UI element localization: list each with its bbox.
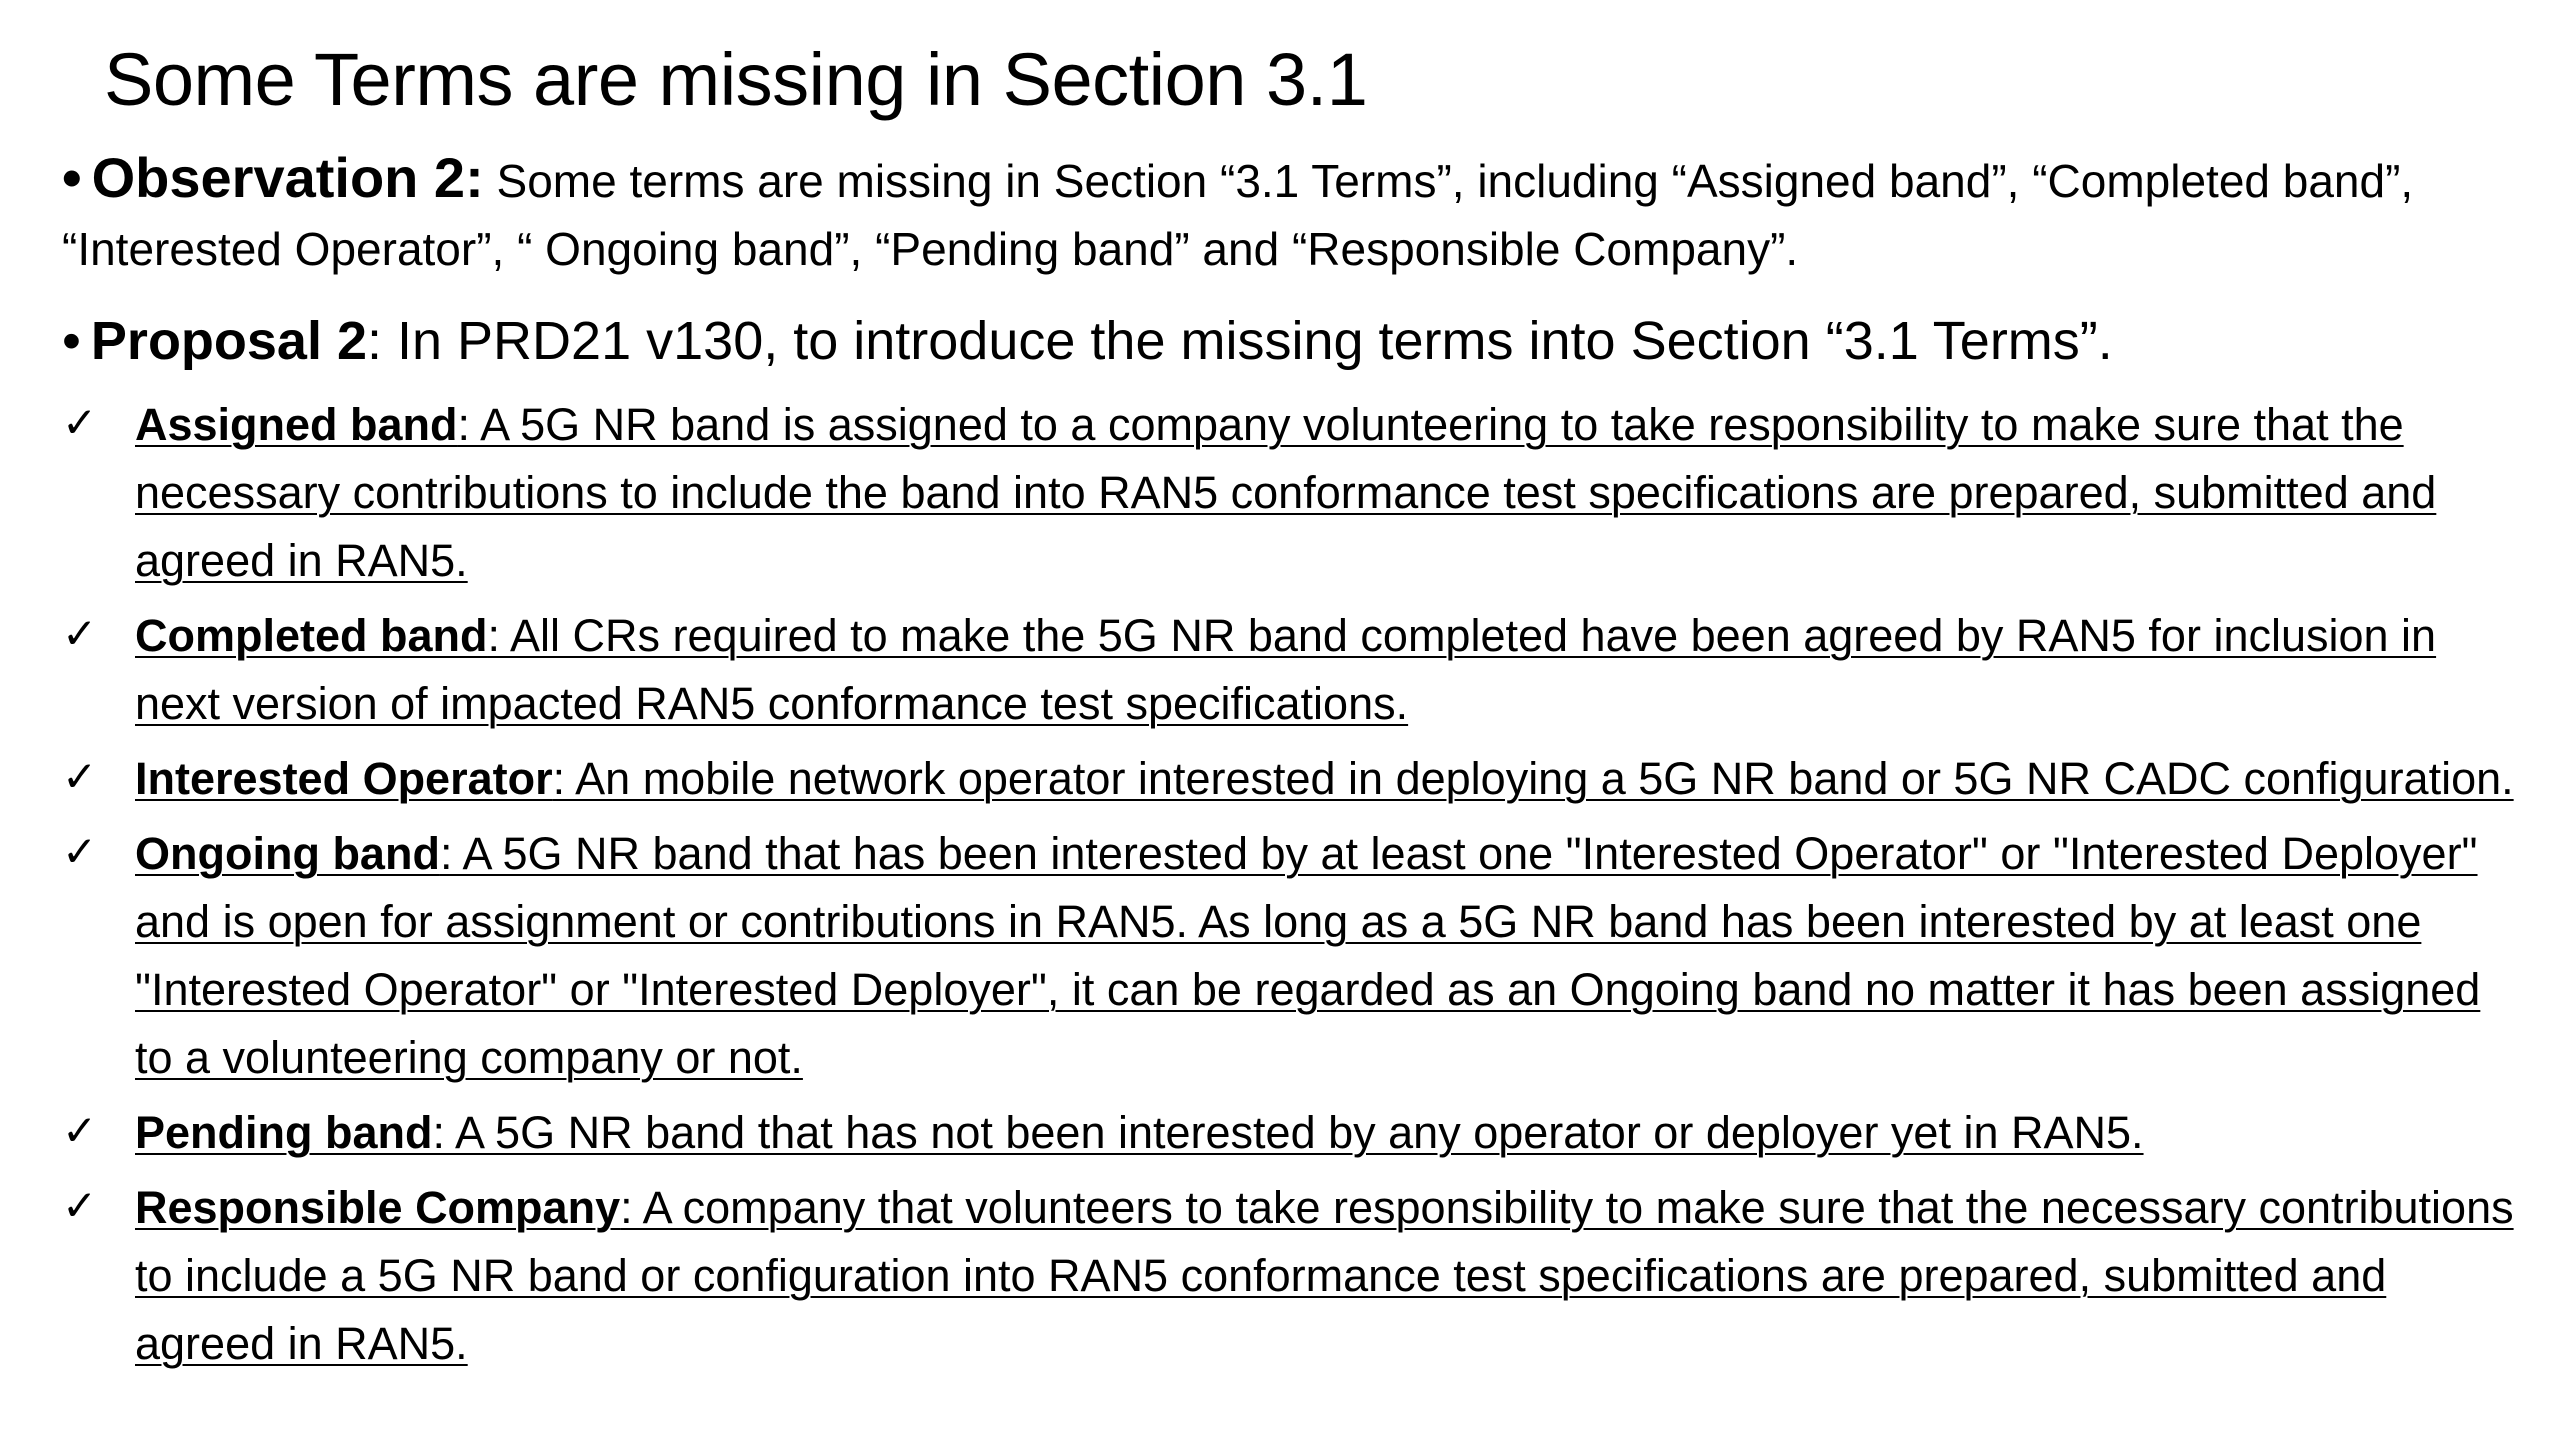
bullet-dot: • [62,311,81,371]
observation-separator: : [465,146,484,209]
checkmark-icon: ✓ [62,827,98,876]
term-name: Ongoing band [135,828,440,879]
terms-list [62,391,2520,1378]
term-completed-band [62,602,2520,738]
slide-title: Some Terms are missing in Section 3.1 [104,38,1368,121]
observation-text: Some terms are missing in Section “3.1 Terms”, including “Assigned band”, “Completed band”, “Interested Operator”, “ Ongoing band”, “Pending band” and “Responsible Company”. [62,155,2414,275]
term-definition: : An mobile network operator interested in deploying a 5G NR band or 5G NR CADC configuration. [552,753,2514,804]
checkmark-icon: ✓ [62,609,98,658]
checkmark-icon: ✓ [62,398,98,447]
term-definition: : All CRs required to make the 5G NR band completed have been agreed by RAN5 for inclusion in next version of impacted RAN5 conformance test specifications. [135,610,2437,729]
observation-label: Observation 2 [91,146,466,209]
term-name: Pending band [135,1107,433,1158]
proposal-text: : In PRD21 v130, to introduce the missing terms into Section “3.1 Terms”. [367,311,2113,371]
term-responsible-company [62,1174,2520,1378]
term-name: Completed band [135,610,488,661]
term-interested-operator [62,745,2520,813]
proposal-bullet [62,301,2520,381]
term-name: Responsible Company [135,1182,621,1233]
proposal-label: Proposal 2 [90,311,367,371]
term-definition: : A company that volunteers to take responsibility to make sure that the necessary contributions to include a 5G NR band or configuration into RAN5 conformance test specifications are prepared, submitted and agreed in RAN5. [135,1182,2514,1369]
bullet-dot: • [62,146,82,209]
term-definition: : A 5G NR band that has not been interested by any operator or deployer yet in RAN5. [432,1107,2144,1158]
checkmark-icon: ✓ [62,1181,98,1230]
checkmark-icon: ✓ [62,1106,98,1155]
term-name: Interested Operator [135,753,553,804]
term-definition: : A 5G NR band that has been interested by at least one "Interested Operator" or "Interested Deployer" and is open for assignment or contributions in RAN5. As long as a 5G NR band has been interested by at least one "Interested Operator" or "Interested Deployer", it can be regarded as an Ongoing band no matter it has been assigned to a volunteering company or not. [135,828,2481,1083]
term-name: Assigned band [135,399,458,450]
term-definition: : A 5G NR band is assigned to a company volunteering to take responsibility to make sure that the necessary contributions to include the band into RAN5 conformance test specifications are prepared, submitted and agreed in RAN5. [135,399,2437,586]
term-ongoing-band [62,820,2520,1092]
term-pending-band [62,1099,2520,1167]
observation-bullet [62,144,2520,283]
checkmark-icon: ✓ [62,752,98,801]
term-assigned-band [62,391,2520,595]
